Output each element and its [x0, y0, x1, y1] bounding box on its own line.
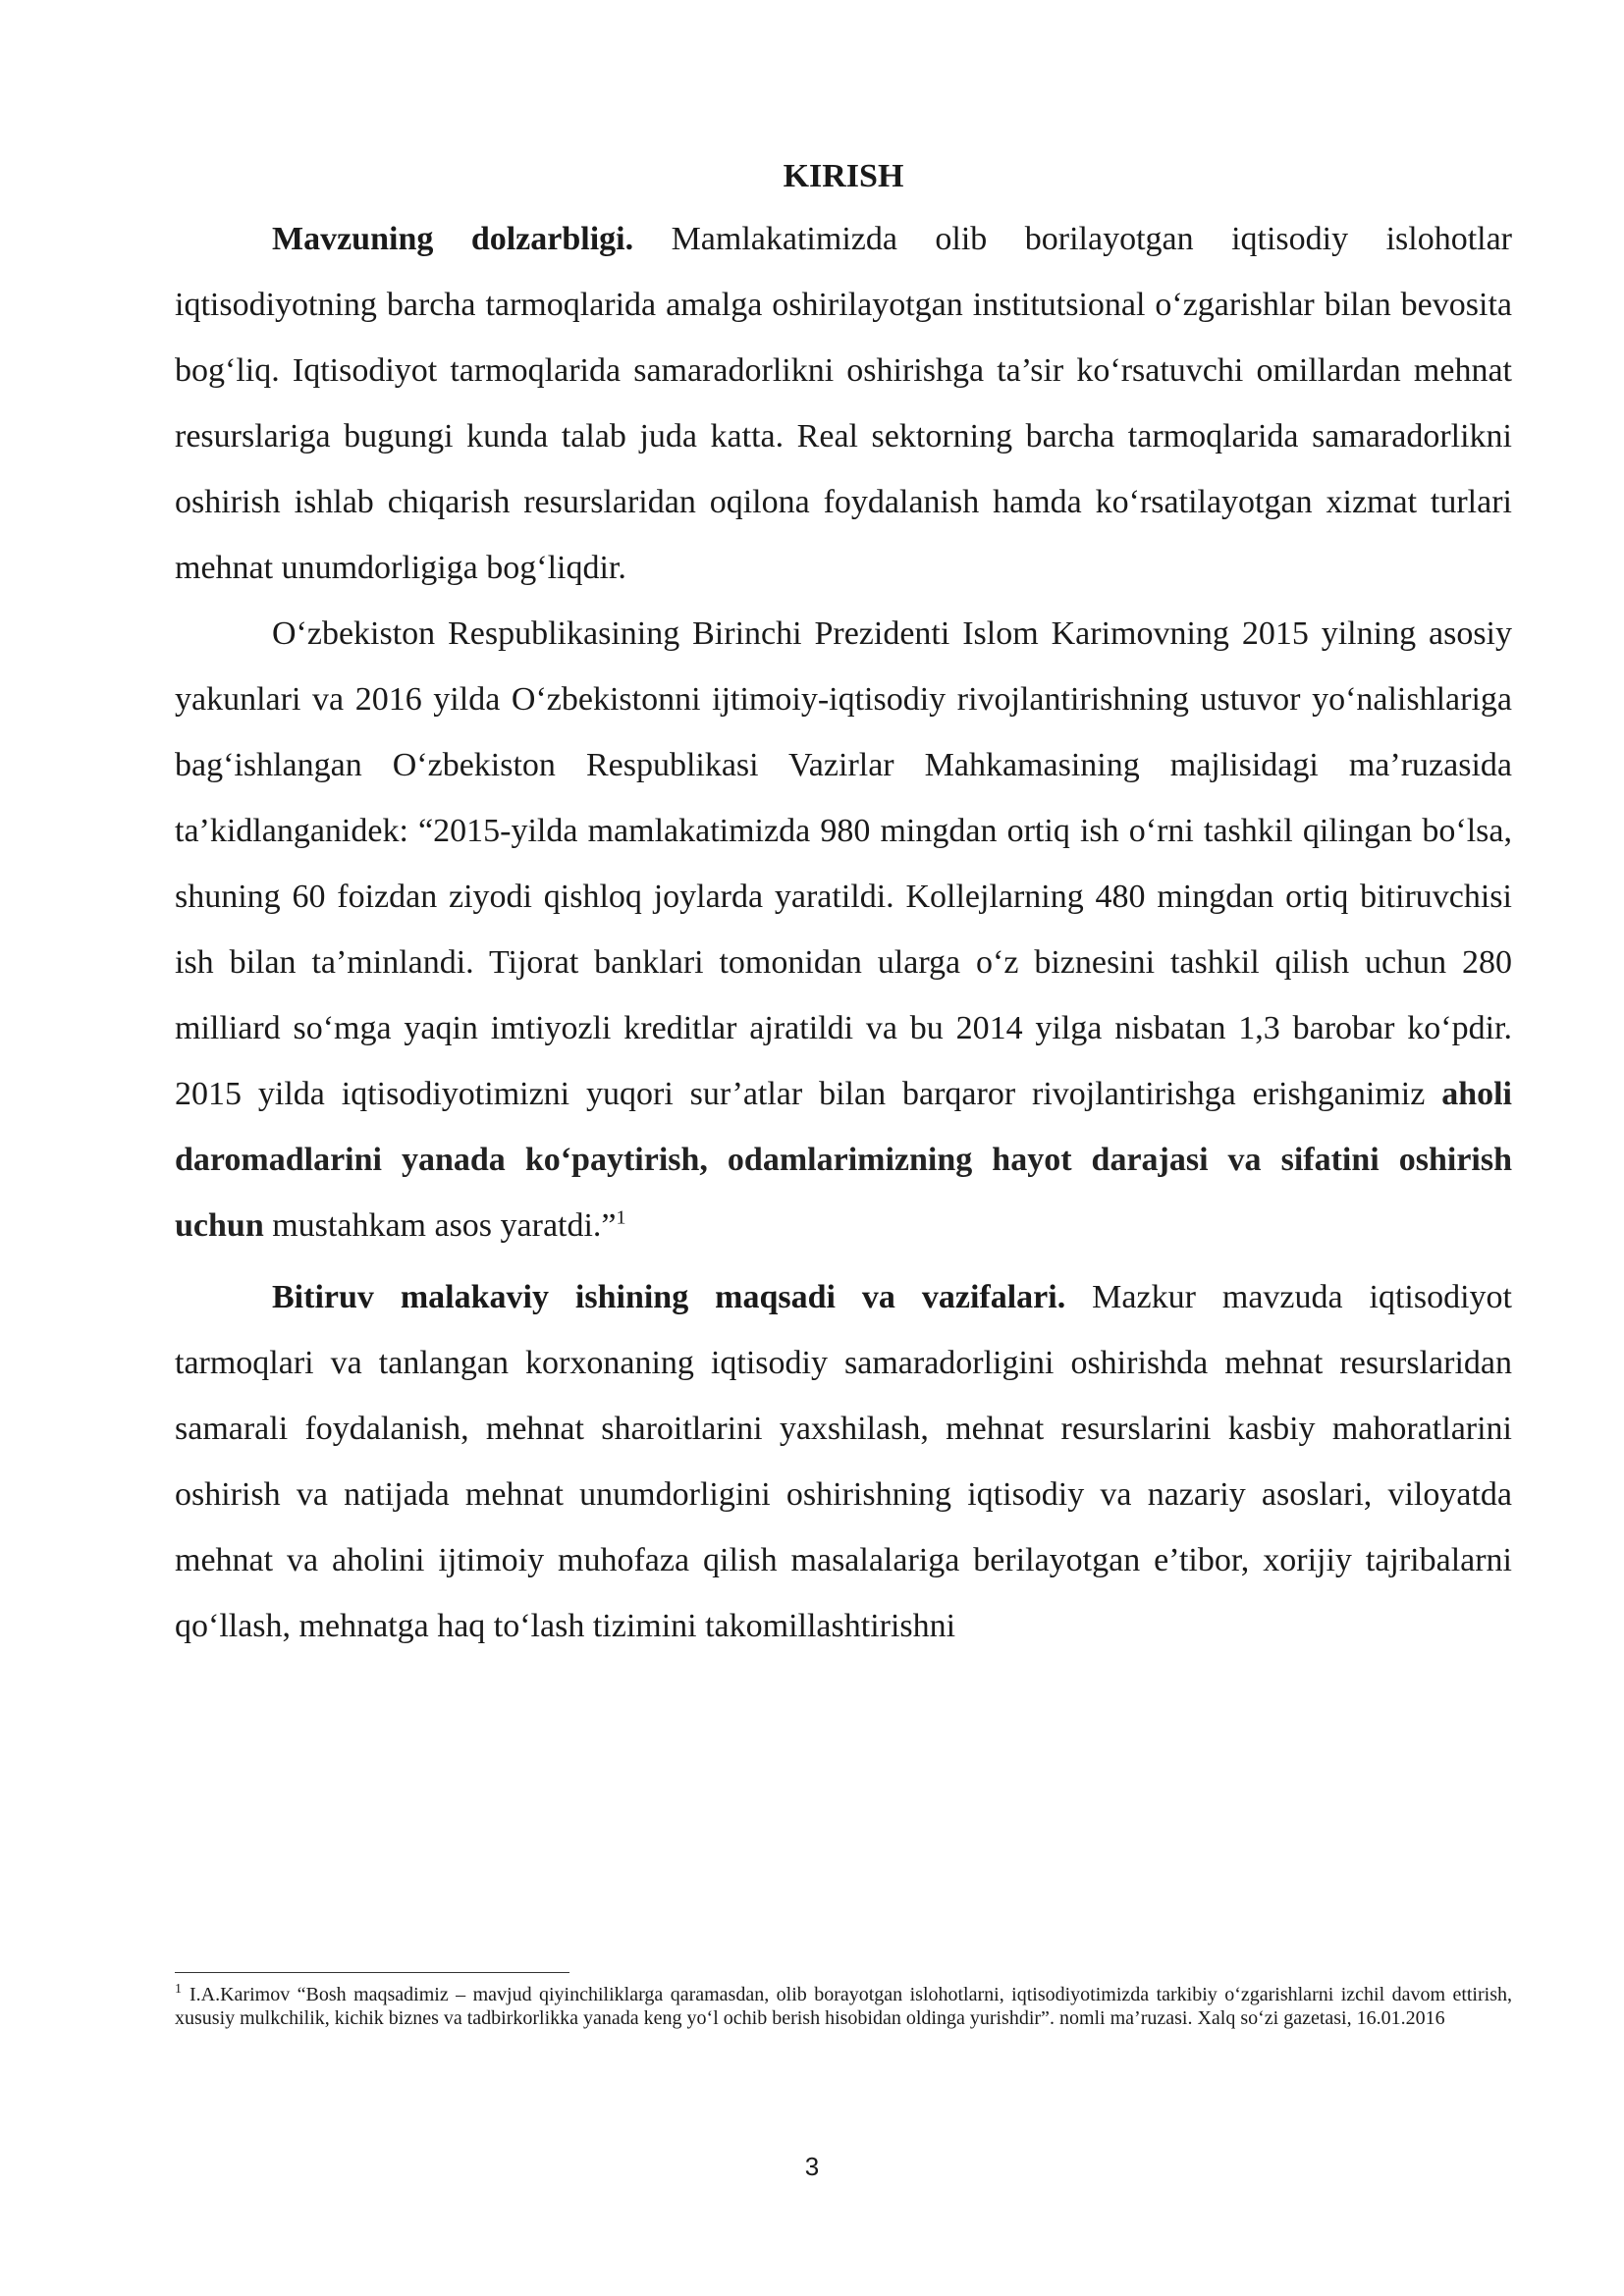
footnote: [175, 1983, 1512, 2030]
footnote-separator: [175, 1972, 569, 1973]
paragraph-goals: [175, 1264, 1512, 1659]
footnote-reference[interactable]: 1: [616, 1206, 626, 1229]
paragraph-text: Mamlakatimizda olib borilayotgan iqtisodiy islohotlar iqtisodiyotning barcha tarmoqlarida amalga oshirilayotgan institutsional o‘zgarishlar bilan bevosita bog‘liq. Iqtisodiyot tarmoqlarida samaradorlikni oshirishga ta’sir ko‘rsatuvchi omillardan mehnat resurslariga bugungi kunda talab juda katta. Real sektorning barcha tarmoqlarida samaradorlikni oshirish ishlab chiqarish resurslaridan oqilona foydalanish hamda ko‘rsatilayotgan xizmat turlari mehnat unumdorligiga bog‘liqdir.: [175, 221, 1512, 586]
page-number: 3: [804, 2152, 820, 2181]
footnote-text: I.A.Karimov “Bosh maqsadimiz – mavjud qiyinchiliklarga qaramasdan, olib borayotgan islohotlarni, iqtisodiyotimizda tarkibiy o‘zgarishlarni izchil davom ettirish, xususiy mulkchilik, kichik biznes va tadbirkorlikka yanada keng yo‘l ochib berish hisobidan oldinga yurishdir”. nomli ma’ruzasi. Xalq so‘zi gazetasi, 16.01.2016: [175, 1984, 1512, 2029]
footnote-mark: 1: [175, 1982, 182, 1998]
paragraph-lead: Mavzuning dolzarbligi.: [272, 221, 634, 257]
paragraph-text: O‘zbekiston Respublikasining Birinchi Prezidenti Islom Karimovning 2015 yilning asosiy yakunlari va 2016 yilda O‘zbekistonni ijtimoiy-iqtisodiy rivojlantirishning ustuvor yo‘nalishlariga bag‘ishlangan O‘zbekiston Respublikasi Vazirlar Mahkamasining majlisidagi ma’ruzasida ta’kidlanganidek: “2015-yilda mamlakatimizda 980 mingdan ortiq ish o‘rni tashkil qilingan bo‘lsa, shuning 60 foizdan ziyodi qishloq joylarda yaratildi. Kollejlarning 480 mingdan ortiq bitiruvchisi ish bilan ta’minlandi. Tijorat banklari tomonidan ularga o‘z biznesini tashkil qilish uchun 280 milliard so‘mga yaqin imtiyozli kreditlar ajratildi va bu 2014 yilga nisbatan 1,3 barobar ko‘pdir. 2015 yilda iqtisodiyotimizni yuqori sur’atlar bilan barqaror rivojlantirishga erishganimiz: [175, 615, 1512, 1112]
emphasized-text: aholi daromadlarini yanada ko‘paytirish, odamlarimizning hayot darajasi va sifatini oshirish uchun: [175, 1076, 1512, 1244]
section-heading: KIRISH: [783, 158, 904, 194]
paragraph-quote: [175, 601, 1512, 1258]
page-body: [175, 147, 1512, 1659]
paragraph-tail: mustahkam asos yaratdi.”: [263, 1207, 617, 1244]
paragraph-lead: Bitiruv malakaviy ishining maqsadi va vazifalari.: [272, 1279, 1066, 1315]
paragraph-relevance: [175, 206, 1512, 601]
paragraph-text: Mazkur mavzuda iqtisodiyot tarmoqlari va tanlangan korxonaning iqtisodiy samaradorligini oshirishda mehnat resurslaridan samarali foydalanish, mehnat sharoitlarini yaxshilash, mehnat resurslarini kasbiy mahoratlarini oshirish va natijada mehnat unumdorligini oshirishning iqtisodiy va nazariy asoslari, viloyatda mehnat va aholini ijtimoiy muhofaza qilish masalalariga berilayotgan e’tibor, xorijiy tajribalarni qo‘llash, mehnatga haq to‘lash tizimini takomillashtirishni: [175, 1279, 1512, 1644]
